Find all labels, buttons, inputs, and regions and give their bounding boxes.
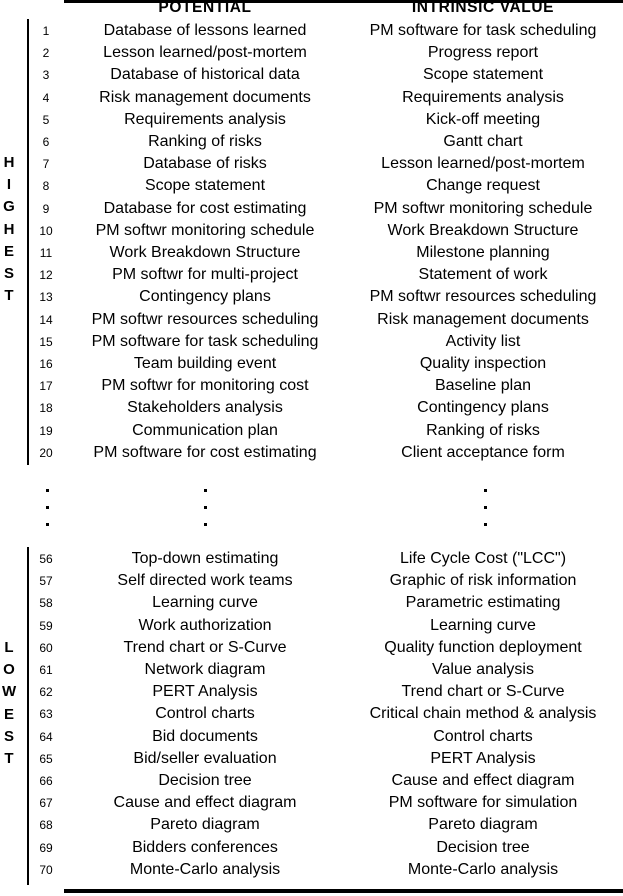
table-row bbox=[0, 220, 623, 242]
table-row bbox=[0, 64, 623, 86]
rank-number: 10 bbox=[39, 223, 53, 238]
rank-number: 60 bbox=[39, 640, 53, 655]
intrinsic-value-item: Baseline plan bbox=[434, 377, 532, 395]
table-row bbox=[0, 309, 623, 331]
potential-item: Top-down estimating bbox=[131, 550, 279, 567]
rank-number: 4 bbox=[42, 90, 50, 105]
rank-number: 9 bbox=[42, 201, 50, 216]
rank-number: 59 bbox=[39, 618, 53, 633]
intrinsic-value-item: Cause and effect diagram bbox=[391, 772, 575, 789]
rank-number: 18 bbox=[39, 401, 53, 416]
table-row bbox=[0, 837, 623, 859]
intrinsic-value-item: Value analysis bbox=[432, 661, 534, 678]
intrinsic-value-item: Quality function deployment bbox=[384, 638, 582, 656]
intrinsic-value-item: Quality inspection bbox=[419, 355, 547, 372]
table-row bbox=[0, 548, 623, 570]
rank-number: 66 bbox=[39, 774, 53, 788]
rank-number: 13 bbox=[39, 290, 53, 305]
potential-item: Control charts bbox=[155, 705, 255, 723]
rank-number: 16 bbox=[39, 357, 53, 371]
intrinsic-value-item: PM softwr resources scheduling bbox=[369, 288, 597, 306]
intrinsic-value-item: Graphic of risk information bbox=[389, 572, 577, 590]
intrinsic-value-item: Change request bbox=[426, 177, 540, 195]
potential-item: Bid/seller evaluation bbox=[133, 749, 277, 767]
potential-item: Communication plan bbox=[132, 421, 278, 439]
potential-item: Database of historical data bbox=[110, 66, 300, 84]
rank-number: 58 bbox=[39, 596, 53, 611]
potential-item: Cause and effect diagram bbox=[113, 794, 297, 812]
rank-number: 63 bbox=[39, 707, 53, 722]
side-letter: I bbox=[6, 176, 12, 194]
intrinsic-value-item: Progress report bbox=[427, 44, 539, 62]
potential-item: PM software for cost estimating bbox=[93, 443, 317, 461]
table-row bbox=[0, 109, 623, 131]
rank-number: 57 bbox=[39, 574, 53, 589]
intrinsic-value-item: Milestone planning bbox=[416, 244, 550, 261]
ellipsis-dot bbox=[204, 489, 207, 492]
potential-item: Database of lessons learned bbox=[103, 22, 307, 39]
table-row bbox=[0, 570, 623, 592]
potential-item: Monte-Carlo analysis bbox=[129, 860, 281, 878]
rank-number: 67 bbox=[39, 796, 53, 811]
potential-item: Database for cost estimating bbox=[103, 199, 307, 217]
intrinsic-value-item: Risk management documents bbox=[377, 310, 589, 328]
potential-item: PM softwr for monitoring cost bbox=[101, 377, 309, 395]
potential-item: PM softwr for multi-project bbox=[112, 266, 298, 284]
table-row bbox=[0, 353, 623, 375]
rank-number: 62 bbox=[39, 685, 53, 700]
rank-number: 19 bbox=[39, 423, 53, 438]
table-row bbox=[0, 264, 623, 286]
ellipsis-dot bbox=[46, 489, 49, 492]
table-row bbox=[0, 153, 623, 175]
rank-number: 61 bbox=[39, 663, 53, 677]
table-row bbox=[0, 397, 623, 419]
potential-item: Contingency plans bbox=[139, 288, 271, 306]
rank-number: 6 bbox=[42, 135, 50, 149]
intrinsic-value-item: Parametric estimating bbox=[405, 594, 561, 612]
table-row bbox=[0, 420, 623, 442]
intrinsic-value-item: Critical chain method & analysis bbox=[369, 705, 597, 723]
table-row bbox=[0, 659, 623, 681]
ellipsis-dot bbox=[46, 523, 49, 526]
intrinsic-value-item: Work Breakdown Structure bbox=[387, 221, 579, 239]
table-row bbox=[0, 442, 623, 464]
potential-item: Work Breakdown Structure bbox=[109, 244, 301, 261]
table-row bbox=[0, 726, 623, 748]
rank-number: 1 bbox=[42, 24, 50, 38]
intrinsic-value-item: PM software for simulation bbox=[388, 794, 578, 812]
rank-number: 8 bbox=[42, 179, 50, 194]
ellipsis-dot bbox=[484, 506, 487, 509]
potential-item: Scope statement bbox=[144, 177, 266, 195]
side-letter: T bbox=[4, 750, 14, 767]
rank-number: 56 bbox=[39, 552, 53, 566]
ellipsis-dot bbox=[484, 523, 487, 526]
potential-item: Learning curve bbox=[152, 594, 258, 612]
side-letter: L bbox=[4, 639, 14, 656]
potential-item: Network diagram bbox=[144, 661, 266, 678]
potential-item: Lesson learned/post-mortem bbox=[103, 44, 307, 62]
intrinsic-value-item: Trend chart or S-Curve bbox=[401, 683, 565, 701]
potential-item: PM software for task scheduling bbox=[91, 332, 319, 350]
table-row bbox=[0, 198, 623, 220]
side-letter: O bbox=[3, 661, 15, 679]
rank-number: 3 bbox=[42, 68, 50, 83]
table-row bbox=[0, 792, 623, 814]
intrinsic-value-item: Monte-Carlo analysis bbox=[407, 860, 559, 878]
potential-item: Bidders conferences bbox=[132, 838, 278, 856]
intrinsic-value-item: PERT Analysis bbox=[430, 749, 536, 767]
rank-number: 2 bbox=[42, 46, 50, 61]
table-row bbox=[0, 242, 623, 264]
potential-item: Trend chart or S-Curve bbox=[123, 638, 287, 656]
table-row bbox=[0, 770, 623, 792]
rank-number: 15 bbox=[39, 334, 53, 349]
rank-number: 7 bbox=[42, 157, 50, 172]
side-letter: G bbox=[3, 198, 15, 216]
rank-number: 17 bbox=[39, 379, 53, 394]
table-row bbox=[0, 20, 623, 42]
intrinsic-value-item: Contingency plans bbox=[417, 399, 549, 417]
intrinsic-value-item: Kick-off meeting bbox=[425, 110, 541, 128]
ellipsis-dot bbox=[204, 523, 207, 526]
potential-item: Database of risks bbox=[143, 155, 267, 173]
rank-number: 65 bbox=[39, 751, 53, 766]
table-row bbox=[0, 42, 623, 64]
table-row bbox=[0, 681, 623, 703]
potential-item: PM softwr monitoring schedule bbox=[95, 221, 315, 239]
ellipsis-dot bbox=[46, 506, 49, 509]
potential-item: Self directed work teams bbox=[117, 572, 293, 590]
potential-item: PERT Analysis bbox=[152, 683, 258, 701]
intrinsic-value-item: Client acceptance form bbox=[401, 443, 565, 461]
intrinsic-value-item: Learning curve bbox=[430, 616, 536, 634]
rank-number: 12 bbox=[39, 268, 53, 283]
potential-item: PM softwr resources scheduling bbox=[91, 310, 319, 328]
ellipsis-dot bbox=[484, 489, 487, 492]
intrinsic-value-item: PM softwr monitoring schedule bbox=[373, 199, 593, 217]
rank-number: 20 bbox=[39, 445, 53, 460]
rank-number: 5 bbox=[42, 112, 50, 127]
intrinsic-value-item: Scope statement bbox=[422, 66, 544, 84]
table-row bbox=[0, 592, 623, 614]
side-letter: W bbox=[2, 683, 17, 701]
table-row bbox=[0, 375, 623, 397]
intrinsic-value-item: Requirements analysis bbox=[402, 88, 564, 106]
potential-item: Stakeholders analysis bbox=[127, 399, 283, 417]
intrinsic-value-item: Statement of work bbox=[418, 266, 548, 284]
rank-number: 14 bbox=[39, 312, 53, 327]
intrinsic-value-item: Life Cycle Cost ("LCC") bbox=[399, 550, 567, 567]
side-letter: T bbox=[4, 287, 14, 305]
rank-number: 69 bbox=[39, 840, 53, 855]
table-row bbox=[0, 331, 623, 353]
potential-item: Bid documents bbox=[152, 727, 258, 745]
table-row bbox=[0, 131, 623, 153]
intrinsic-value-item: Lesson learned/post-mortem bbox=[381, 155, 585, 173]
intrinsic-value-item: Activity list bbox=[445, 332, 521, 350]
potential-item: Requirements analysis bbox=[124, 110, 286, 128]
side-letter: S bbox=[3, 727, 14, 745]
ellipsis-dot bbox=[204, 506, 207, 509]
potential-item: Ranking of risks bbox=[148, 133, 262, 150]
intrinsic-value-item: Ranking of risks bbox=[426, 421, 540, 439]
intrinsic-value-item: Pareto diagram bbox=[428, 816, 538, 834]
intrinsic-value-item: Gantt chart bbox=[443, 133, 523, 150]
table-row bbox=[0, 814, 623, 836]
side-letter: S bbox=[3, 265, 14, 282]
table-row bbox=[0, 615, 623, 637]
table-row bbox=[0, 87, 623, 109]
header-potential: POTENTIAL bbox=[158, 0, 252, 16]
potential-item: Decision tree bbox=[158, 772, 252, 789]
rank-number: 68 bbox=[39, 818, 53, 833]
intrinsic-value-item: Decision tree bbox=[436, 838, 530, 856]
rank-number: 11 bbox=[39, 246, 53, 260]
side-letter: H bbox=[3, 220, 15, 238]
rank-number: 70 bbox=[39, 862, 53, 877]
rank-number: 64 bbox=[39, 729, 53, 744]
intrinsic-value-item: PM software for task scheduling bbox=[369, 22, 597, 39]
table-row bbox=[0, 748, 623, 770]
side-letter: E bbox=[3, 705, 14, 723]
table-row bbox=[0, 637, 623, 659]
table-row bbox=[0, 175, 623, 197]
potential-item: Team building event bbox=[133, 355, 277, 372]
side-letter: H bbox=[3, 154, 15, 171]
header-intrinsic-value: INTRINSIC VALUE bbox=[411, 0, 555, 16]
potential-item: Work authorization bbox=[138, 616, 272, 634]
table-row bbox=[0, 703, 623, 725]
potential-item: Pareto diagram bbox=[150, 816, 260, 834]
intrinsic-value-item: Control charts bbox=[433, 727, 533, 745]
potential-item: Risk management documents bbox=[99, 88, 311, 106]
table-row bbox=[0, 859, 623, 881]
bottom-rule bbox=[64, 889, 623, 893]
table-row bbox=[0, 286, 623, 308]
side-letter: E bbox=[3, 242, 14, 260]
